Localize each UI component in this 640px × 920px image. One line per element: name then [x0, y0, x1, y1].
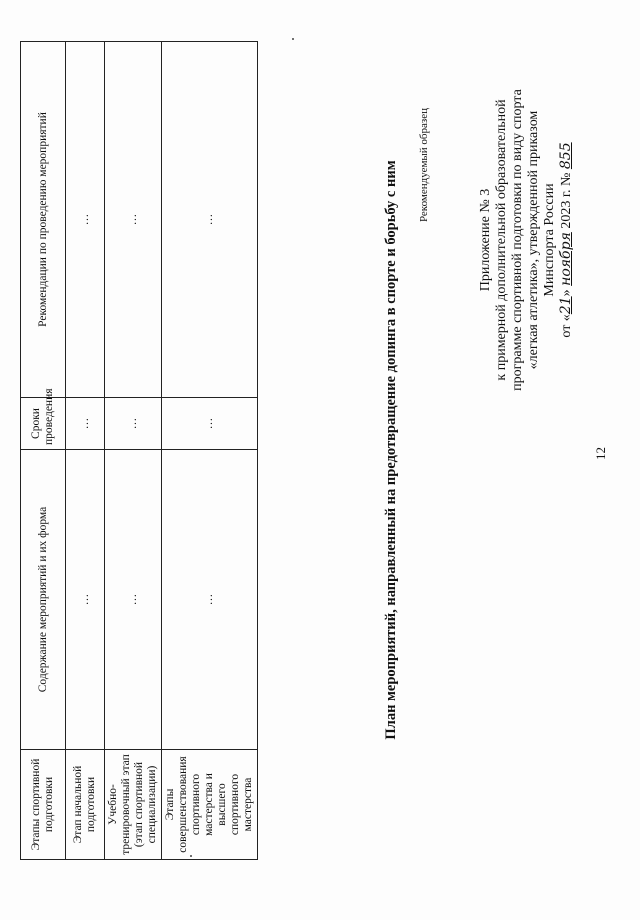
date-day: 21 — [558, 296, 574, 315]
header-content: Содержание мероприятий и их форма — [21, 450, 66, 750]
table-row — [105, 42, 162, 860]
recommendations-cell: … — [66, 42, 105, 398]
table-row — [66, 42, 105, 860]
scan-speck — [292, 38, 294, 40]
recommendations-cell: … — [162, 42, 258, 398]
appendix-line-2: к примерной дополнительной образовательной — [494, 99, 509, 381]
dates-cell: … — [162, 398, 258, 450]
appendix-line-3: программе спортивной подготовки по виду спорта — [510, 89, 525, 391]
content-cell: … — [105, 450, 162, 750]
date-month: ноября — [558, 232, 574, 286]
appendix-line-5: Минспорта России — [542, 183, 557, 297]
table-header-row — [21, 42, 66, 860]
content-cell: … — [66, 450, 105, 750]
dates-cell: … — [66, 398, 105, 450]
recommendations-cell: … — [105, 42, 162, 398]
appendix-header — [478, 20, 575, 460]
plan-table — [20, 41, 258, 860]
date-mid: » — [559, 285, 574, 297]
scan-speck — [190, 855, 192, 857]
plan-title: План мероприятий, направленный на предотвращение допинга в спорте и борьбу с ним — [383, 160, 399, 740]
order-number: 855 — [558, 142, 574, 170]
stage-cell: Учебно-тренировочный этап (этап спортивной специализации) — [105, 750, 162, 860]
header-recommendations: Рекомендации по проведению мероприятий — [21, 42, 66, 398]
rotated-sheet — [10, 10, 630, 910]
date-prefix: от « — [559, 314, 574, 338]
appendix-line-4: «легкая атлетика», утвержденной приказом — [526, 110, 541, 370]
appendix-title: Приложение № 3 — [478, 188, 493, 292]
page-number: 12 — [593, 447, 608, 460]
content-cell: … — [162, 450, 258, 750]
date-year: 2023 г. № — [559, 169, 574, 233]
stage-cell: Этапы совершенствования спортивного мастерства и высшего спортивного мастерства — [162, 750, 258, 860]
header-stages: Этапы спортивной подготовки — [21, 750, 66, 860]
recommended-sample-label: Рекомендуемый образец — [418, 107, 430, 223]
stage-cell: Этап начальной подготовки — [66, 750, 105, 860]
header-dates: Сроки проведения — [21, 398, 66, 450]
dates-cell: … — [105, 398, 162, 450]
table-row — [162, 42, 258, 860]
appendix-date-line — [558, 20, 575, 460]
